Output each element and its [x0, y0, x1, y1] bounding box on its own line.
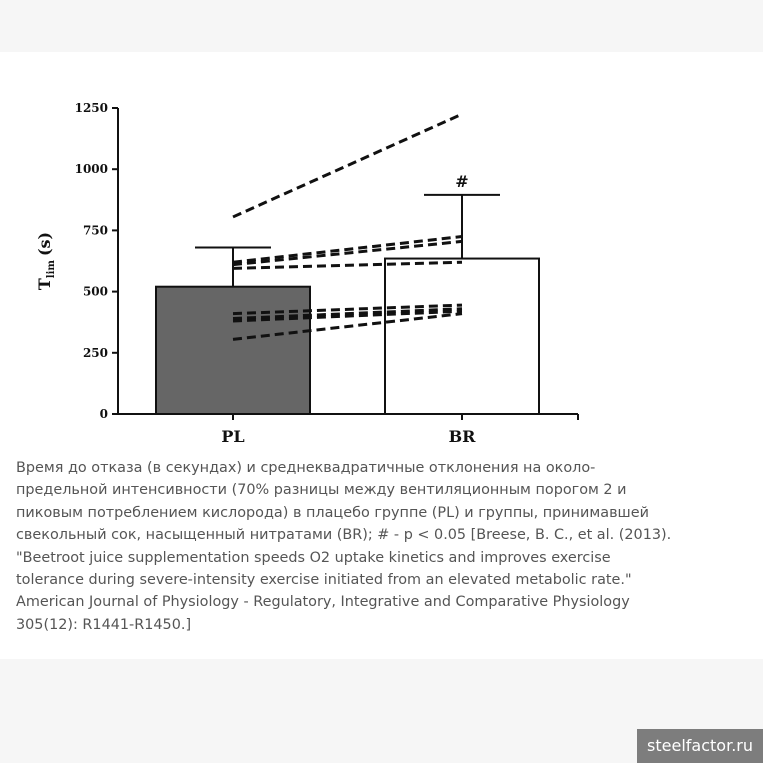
significance-marker: # — [455, 171, 469, 191]
y-axis-title — [35, 232, 57, 290]
bar-chart — [0, 52, 763, 452]
x-tick-label-br: BR — [448, 427, 476, 446]
bars — [156, 259, 539, 414]
figure-card — [0, 52, 763, 659]
y-tick-label: 750 — [82, 223, 108, 238]
y-tick-label: 250 — [82, 345, 108, 360]
figure-caption: Время до отказа (в секундах) и среднеквадратичные отклонения на около- предельной интенсивности (70% разницы между вентиляционным порогом 2 и пиковым потреблением кислорода) в плацебо группе (PL) и группы, принимавшей свекольный сок, насыщенный нитратами (BR); # - p < 0.05 [Breese, B. C., et al. (2013). "Beetroot juice supplementation speeds O2 uptake kinetics and improves exercise tolerance during severe-intensity exercise initiated from an elevated metabolic rate." American Journal of Physiology - Regulatory, Integrative and Comparative Physiology 305(12): R1441-R1450.] — [16, 460, 672, 633]
y-tick-label: 500 — [82, 284, 108, 299]
y-axis-title-unit: (s) — [35, 231, 54, 257]
x-tick-labels — [221, 427, 476, 446]
bar-pl — [156, 287, 310, 414]
y-axis-title-sub: lim — [46, 260, 57, 279]
bar-br — [385, 259, 539, 414]
y-tick-label: 1250 — [74, 101, 108, 115]
x-tick-label-pl: PL — [221, 427, 245, 446]
y-tick-label: 1000 — [74, 162, 108, 177]
y-tick-label: 0 — [99, 407, 108, 421]
site-watermark: steelfactor.ru — [637, 729, 763, 763]
y-ticks — [75, 101, 118, 421]
y-axis-title-main: T — [35, 278, 54, 291]
individual-line — [233, 114, 462, 217]
